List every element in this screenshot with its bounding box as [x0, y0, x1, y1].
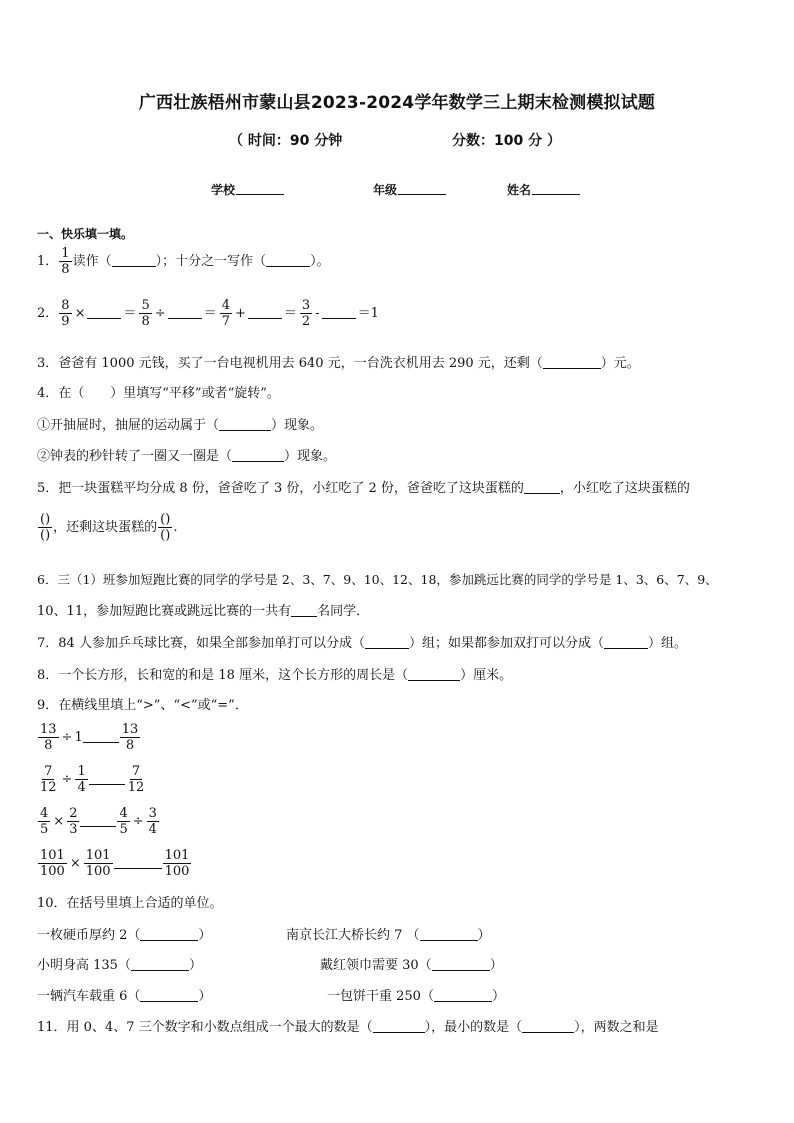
- q1-text-1: 读作（: [72, 254, 112, 269]
- q1-text-2: ）；十分之一写作（: [155, 254, 267, 269]
- q5-text-1: 5．把一块蛋糕平均分成 8 份，爸爸吃了 3 份，小红吃了 2 份，爸爸吃了这块蛋糕的: [37, 481, 524, 496]
- q1-blank-2[interactable]: [266, 253, 310, 267]
- q7-text-3: ）组。: [647, 636, 687, 651]
- q10c-blank[interactable]: [131, 957, 189, 971]
- q10a-close: ）: [198, 928, 212, 943]
- q9r4-op: ×: [69, 856, 81, 871]
- q2-eq-1: ＝: [123, 306, 137, 321]
- q2-op-3: +: [234, 306, 246, 321]
- q10f-blank[interactable]: [434, 988, 492, 1002]
- q9r4-blank[interactable]: [114, 855, 162, 869]
- q1-text-3: ）。: [310, 254, 330, 269]
- q7-text-1: 7．84 人参加乒乓球比赛，如果全部参加单打可以分成（: [37, 636, 365, 651]
- question-4-a: [37, 417, 323, 434]
- q9r3-op-2: ÷: [132, 814, 144, 829]
- q10b-text: 南京长江大桥长约 7 （: [286, 928, 420, 943]
- q5-text-4: .: [173, 520, 178, 535]
- q4b-text-1: ②钟表的秒针转了一圈又一圈是（: [37, 449, 233, 464]
- name-label: 姓名: [507, 183, 532, 197]
- section-heading: 一、快乐填一填。: [37, 227, 134, 241]
- q11-text-1: 11．用 0、4、7 三个数字和小数点组成一个最大的数是（: [37, 1020, 373, 1035]
- q9r1-frac-c: $\frac{13}{8}$: [121, 722, 139, 753]
- exam-time: （ 时间：90 分钟: [229, 133, 343, 149]
- q3-text-2: ）元。: [600, 356, 640, 371]
- q2-blank-4[interactable]: [322, 305, 356, 319]
- q6-text-1: 10、11，参加短跑比赛或跳远比赛的一共有: [37, 604, 292, 619]
- q1-fraction: $\frac{1}{8}$: [61, 246, 70, 277]
- q1-number: 1．: [37, 254, 59, 269]
- q2-fraction-1: $\frac{8}{9}$: [61, 298, 70, 329]
- question-4-b: [37, 448, 336, 465]
- question-10: 10．在括号里填上合适的单位。: [37, 896, 223, 911]
- q1-blank-1[interactable]: [112, 253, 156, 267]
- q4a-text-2: ）现象。: [271, 418, 324, 433]
- q9r1-blank[interactable]: [83, 729, 119, 743]
- q10-item-a: [37, 927, 211, 944]
- grade-blank[interactable]: [398, 194, 446, 195]
- q9r3-blank[interactable]: [80, 813, 116, 827]
- q6-blank[interactable]: [291, 603, 317, 617]
- q11-blank-1[interactable]: [373, 1019, 425, 1033]
- question-4: 4．在（ ）里填写“平移”或者“旋转”。: [37, 386, 280, 401]
- q8-text-1: 8．一个长方形，长和宽的和是 18 厘米，这个长方形的周长是（: [37, 668, 409, 683]
- q10e-blank[interactable]: [140, 988, 198, 1002]
- q4a-text-1: ①开抽屉时，抽屉的运动属于（: [37, 418, 220, 433]
- q9r1-op: ÷: [61, 730, 73, 745]
- q2-eq-2: ＝: [203, 306, 217, 321]
- q9-row-1: [37, 722, 141, 753]
- q9r4-frac-b: $\frac{101}{100}$: [85, 848, 111, 879]
- q5-blank[interactable]: [524, 480, 560, 494]
- question-5: [37, 480, 690, 497]
- q9r4-frac-c: $\frac{101}{100}$: [164, 848, 190, 879]
- q9r3-frac-d: $\frac{3}{4}$: [148, 806, 157, 837]
- q10-item-f: [327, 988, 505, 1005]
- q5-text-3: ，还剩这块蛋糕的: [53, 520, 158, 535]
- q9r2-frac-b: $\frac{1}{4}$: [77, 764, 86, 795]
- q10f-text: 一包饼干重 250（: [327, 989, 434, 1004]
- q2-eq-4: ＝1: [357, 306, 379, 321]
- question-8: [37, 667, 512, 684]
- grade-label: 年级: [373, 183, 398, 197]
- name-field[interactable]: [507, 181, 580, 198]
- q4a-blank[interactable]: [219, 417, 271, 431]
- q9r1-frac-a: $\frac{13}{8}$: [40, 722, 57, 753]
- question-6: 6．三（1）班参加短跑比赛的同学的学号是 2、3、7、9、10、12、18，参加跳远比赛的同学的学号是 1、3、6、7、9、: [37, 572, 718, 587]
- q10c-close: ）: [188, 958, 202, 973]
- q9r3-frac-a: $\frac{4}{5}$: [40, 806, 49, 837]
- q9r2-frac-c: $\frac{7}{12}$: [127, 764, 145, 795]
- q9-row-4: [37, 848, 192, 879]
- question-5-line-2: [37, 512, 177, 543]
- q10-item-e: [37, 988, 211, 1005]
- q2-op-2: ÷: [154, 306, 166, 321]
- school-blank[interactable]: [236, 194, 284, 195]
- q2-fraction-2: $\frac{5}{8}$: [141, 298, 150, 329]
- q9r4-frac-a: $\frac{101}{100}$: [40, 848, 65, 879]
- q5-text-2: ，小红吃了这块蛋糕的: [559, 481, 690, 496]
- q7-blank-1[interactable]: [365, 635, 409, 649]
- q4b-text-2: ）现象。: [284, 449, 337, 464]
- q10c-text: 小明身高 135（: [37, 958, 131, 973]
- question-7: [37, 635, 687, 652]
- question-3: [37, 355, 640, 372]
- q3-text-1: 3．爸爸有 1000 元钱，买了一台电视机用去 640 元，一台洗衣机用去 290 元，还剩（: [37, 356, 543, 371]
- q2-blank-3[interactable]: [248, 305, 282, 319]
- q10b-close: ）: [477, 928, 491, 943]
- q2-fraction-4: $\frac{3}{2}$: [301, 298, 311, 329]
- q9r2-frac-a: $\frac{7}{12}$: [40, 764, 57, 795]
- q10e-close: ）: [198, 989, 212, 1004]
- q10e-text: 一辆汽车载重 6（: [37, 989, 141, 1004]
- name-blank[interactable]: [532, 194, 580, 195]
- q2-fraction-3: $\frac{4}{7}$: [221, 298, 230, 329]
- q8-text-2: ）厘米。: [460, 668, 513, 683]
- q7-blank-2[interactable]: [604, 635, 648, 649]
- q11-blank-2[interactable]: [522, 1019, 574, 1033]
- q10-item-d: [320, 957, 503, 974]
- q11-text-3: ），两数之和是: [574, 1020, 659, 1035]
- q3-blank[interactable]: [543, 355, 601, 369]
- q9r2-op: ÷: [61, 772, 73, 787]
- q2-op-4: -: [315, 306, 320, 321]
- q4b-blank[interactable]: [232, 448, 284, 462]
- question-9: 9．在横线里填上“>”、“<”或“=”．: [37, 698, 248, 713]
- q9r3-op: ×: [53, 814, 65, 829]
- q10f-close: ）: [491, 989, 505, 1004]
- q10a-text: 一枚硬币厚约 2（: [37, 928, 141, 943]
- q5-fraction-2[interactable]: $\frac{()}{()}$: [160, 512, 171, 543]
- q9r3-frac-b: $\frac{2}{3}$: [69, 806, 78, 837]
- q10d-close: ）: [489, 958, 503, 973]
- q7-text-2: ）组；如果都参加双打可以分成（: [408, 636, 604, 651]
- q10d-text: 戴红领巾需要 30（: [320, 958, 432, 973]
- school-label: 学校: [211, 183, 236, 197]
- q2-op-1: ×: [74, 306, 86, 321]
- exam-title: 广西壮族梧州市蒙山县2023-2024学年数学三上期末检测模拟试题: [138, 93, 656, 113]
- q9-row-2: [37, 764, 147, 795]
- question-2: [37, 298, 381, 329]
- q5-fraction-1[interactable]: $\frac{()}{()}$: [40, 512, 51, 543]
- q9-row-3: [37, 806, 160, 837]
- question-1: [37, 246, 330, 277]
- grade-field[interactable]: [373, 181, 446, 198]
- q10-item-c: [37, 957, 202, 974]
- q2-blank-2[interactable]: [168, 305, 202, 319]
- q6-text-2: 名同学．: [317, 604, 370, 619]
- q2-eq-3: ＝: [283, 306, 297, 321]
- exam-score: 分数：100 分 ）: [452, 133, 561, 149]
- q9r3-frac-c: $\frac{4}{5}$: [119, 806, 128, 837]
- q10b-blank[interactable]: [420, 927, 478, 941]
- q10a-blank[interactable]: [140, 927, 198, 941]
- q9r2-blank[interactable]: [89, 771, 125, 785]
- q11-text-2: ），最小的数是（: [424, 1020, 523, 1035]
- question-11: [37, 1019, 659, 1036]
- q10d-blank[interactable]: [432, 957, 490, 971]
- q2-blank-1[interactable]: [87, 305, 121, 319]
- school-field[interactable]: [211, 181, 284, 198]
- q9r1-b: 1: [74, 730, 83, 745]
- question-6-line-2: [37, 603, 369, 620]
- q8-blank[interactable]: [408, 667, 460, 681]
- q10-item-b: [286, 927, 491, 944]
- q2-number: 2．: [37, 306, 59, 321]
